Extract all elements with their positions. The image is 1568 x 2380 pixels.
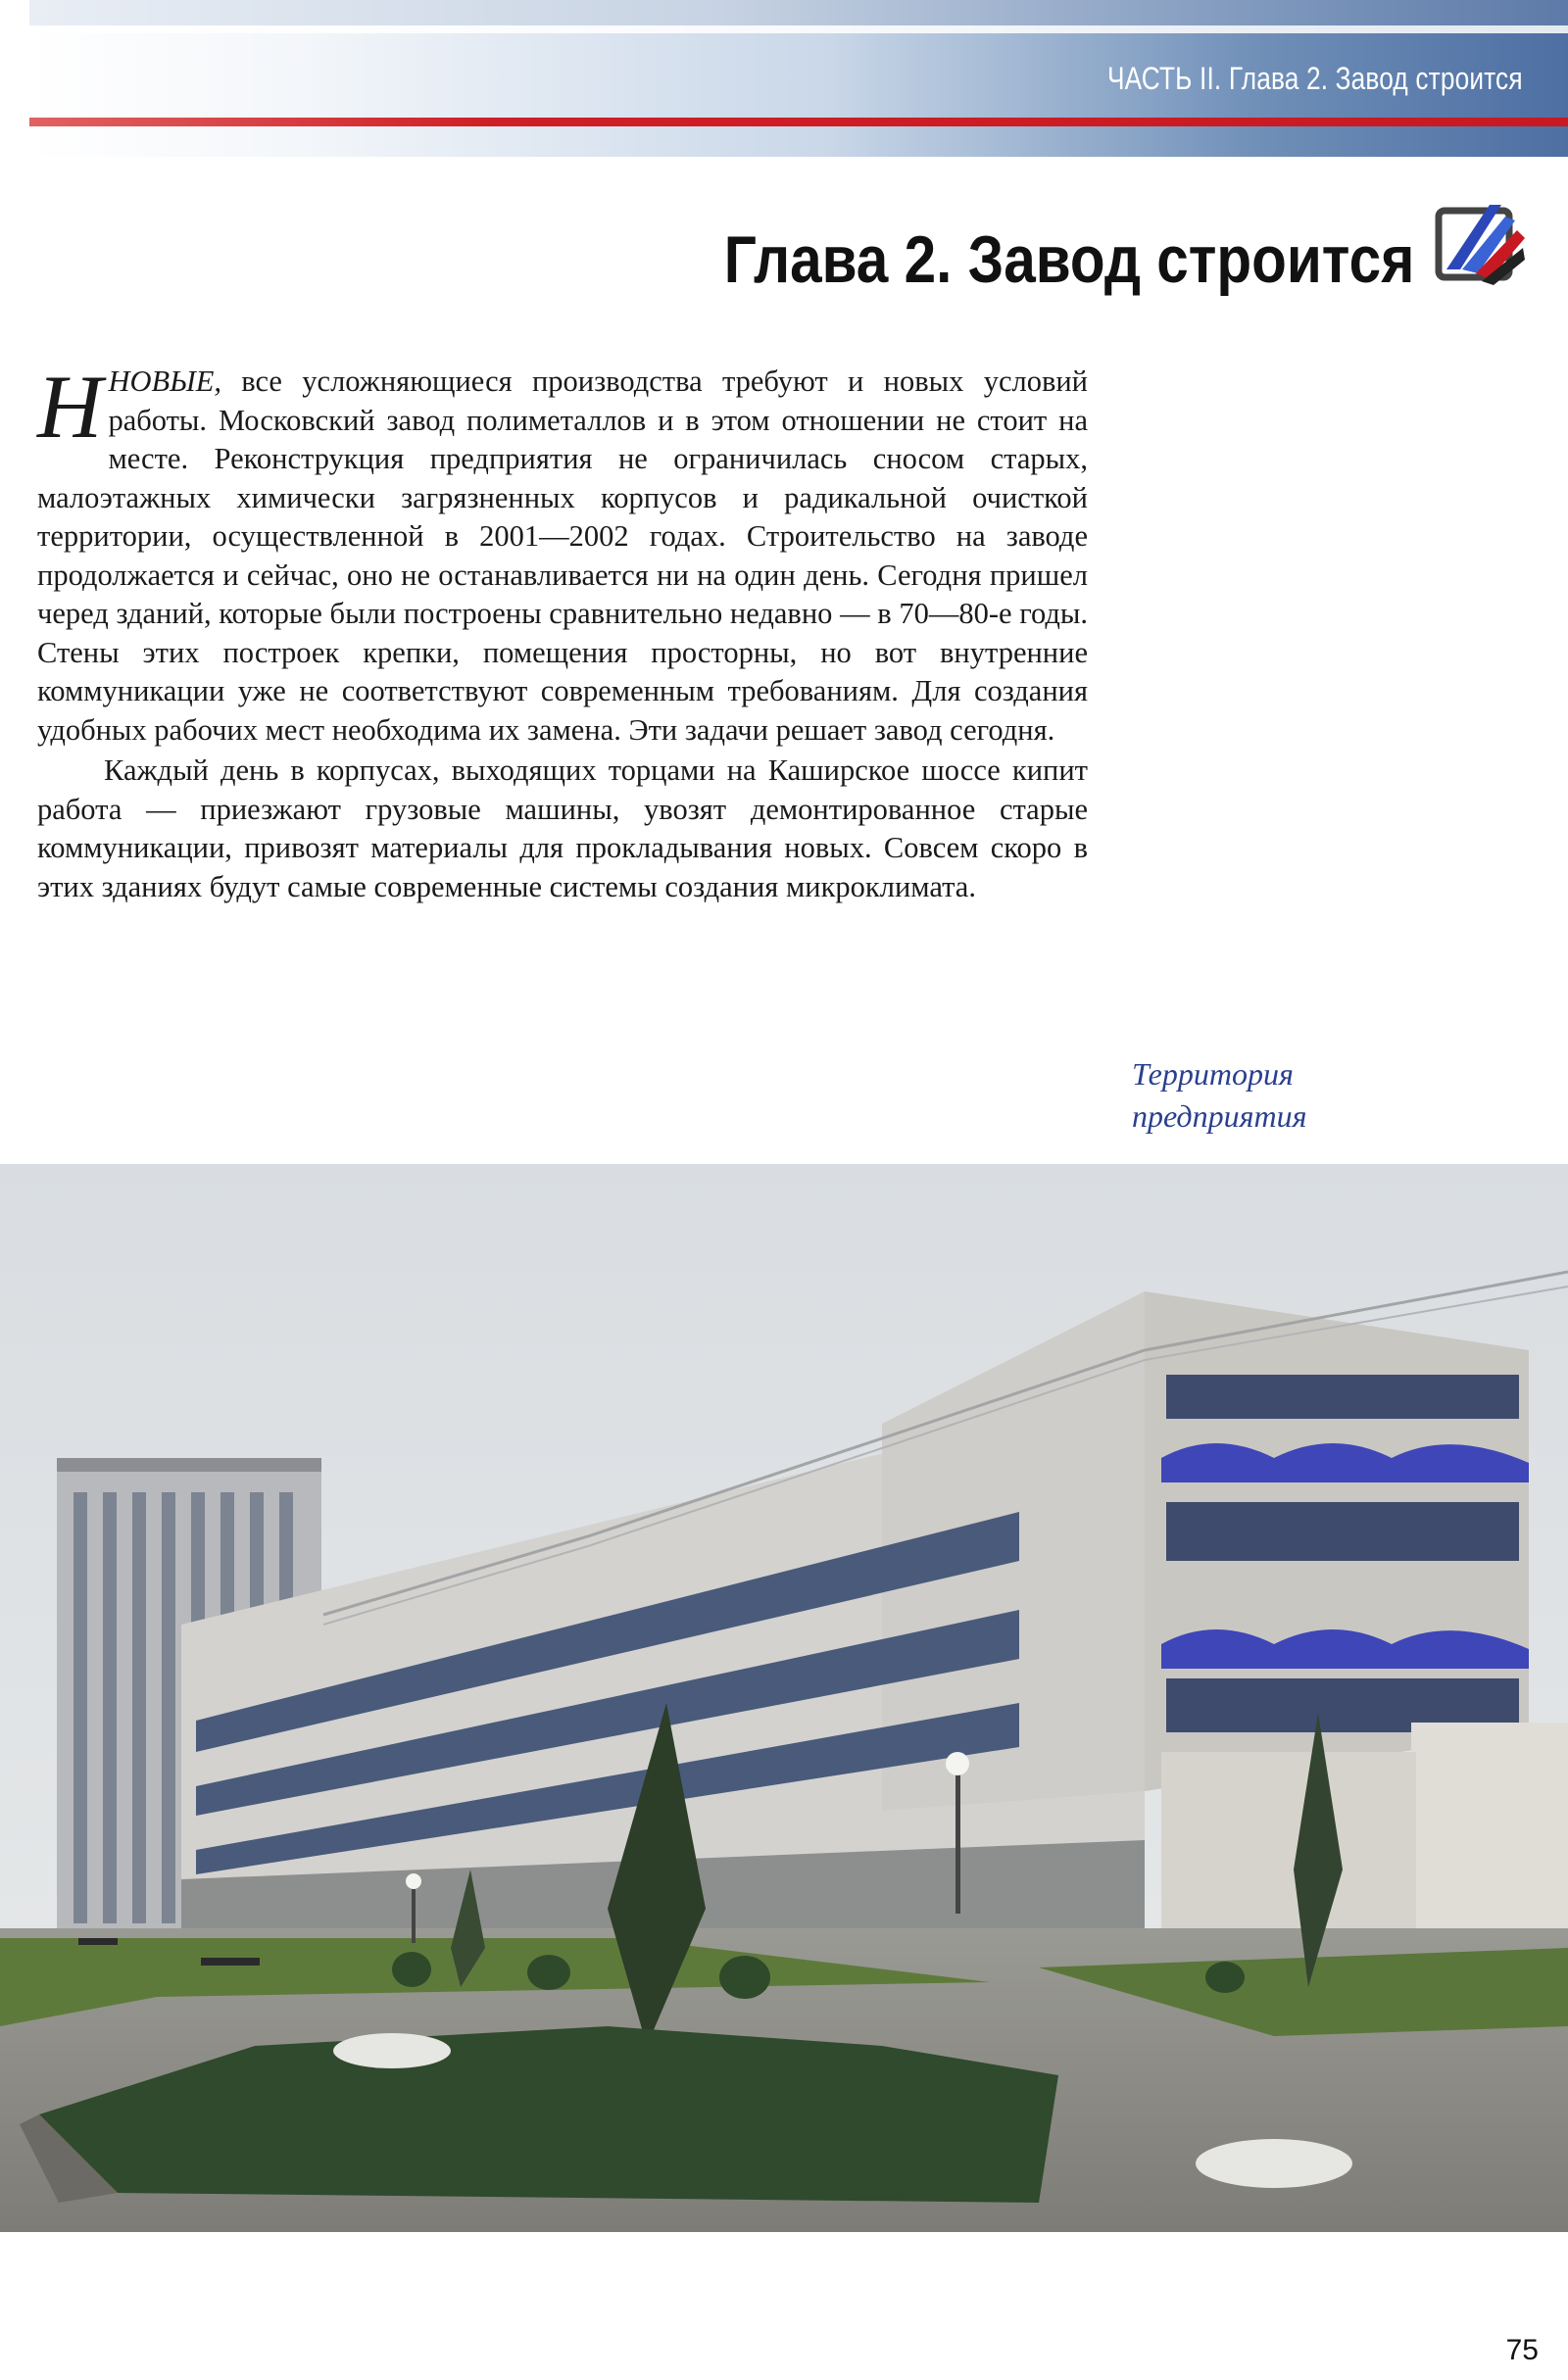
caption-line-1: Территория [1132,1056,1294,1092]
paragraph-1-text: все усложняющиеся производства требуют и новых условий работы. Московский завод полиметаллов и в этом отношении не стоит на месте. Реконструкция предприятия не ограничилась сносом старых, малоэтажных химически загрязненных корпусов и радикальной очисткой территории, осуществленной в 2001—2002 годах. Строительство на заводе продолжается и сейчас, оно не останавливается ни на один день. Сегодня пришел черед зданий, которые были построены сравнительно недавно — в 70—80-е годы. Стены этих построек крепки, помещения просторны, но вот внутренние коммуникации уже не соответствуют современным требованиям. Для создания удобных рабочих мест необходима их замена. Эти задачи решает завод сегодня. [37,364,1088,747]
factory-building-photo [0,1164,1568,2232]
running-header-banner [29,0,1568,157]
photo-caption [1132,1053,1387,1138]
header-red-rule [29,118,1568,126]
chapter-title: Глава 2. Завод строится [723,222,1414,297]
header-top-band [29,0,1568,25]
header-divider [29,25,1568,33]
lead-word: НОВЫЕ, [108,364,221,398]
chapter-body-text [37,357,1088,906]
paragraph-2: Каждый день в корпусах, выходящих торцами на Каширское шоссе кипит работа — приезжают грузовые машины, увозят демонтированное старые коммуникации, привозят материалы для прокладывания новых. Совсем скоро в этих зданиях будут самые современные системы создания микроклимата. [37,753,1088,903]
drop-cap: Н [37,357,103,457]
company-logo-icon [1433,201,1526,289]
running-title: ЧАСТЬ II. Глава 2. Завод строится [1107,61,1523,96]
paragraph-1 [37,357,1088,750]
caption-line-2: предприятия [1132,1098,1307,1134]
page-number: 75 [1505,2334,1539,2366]
